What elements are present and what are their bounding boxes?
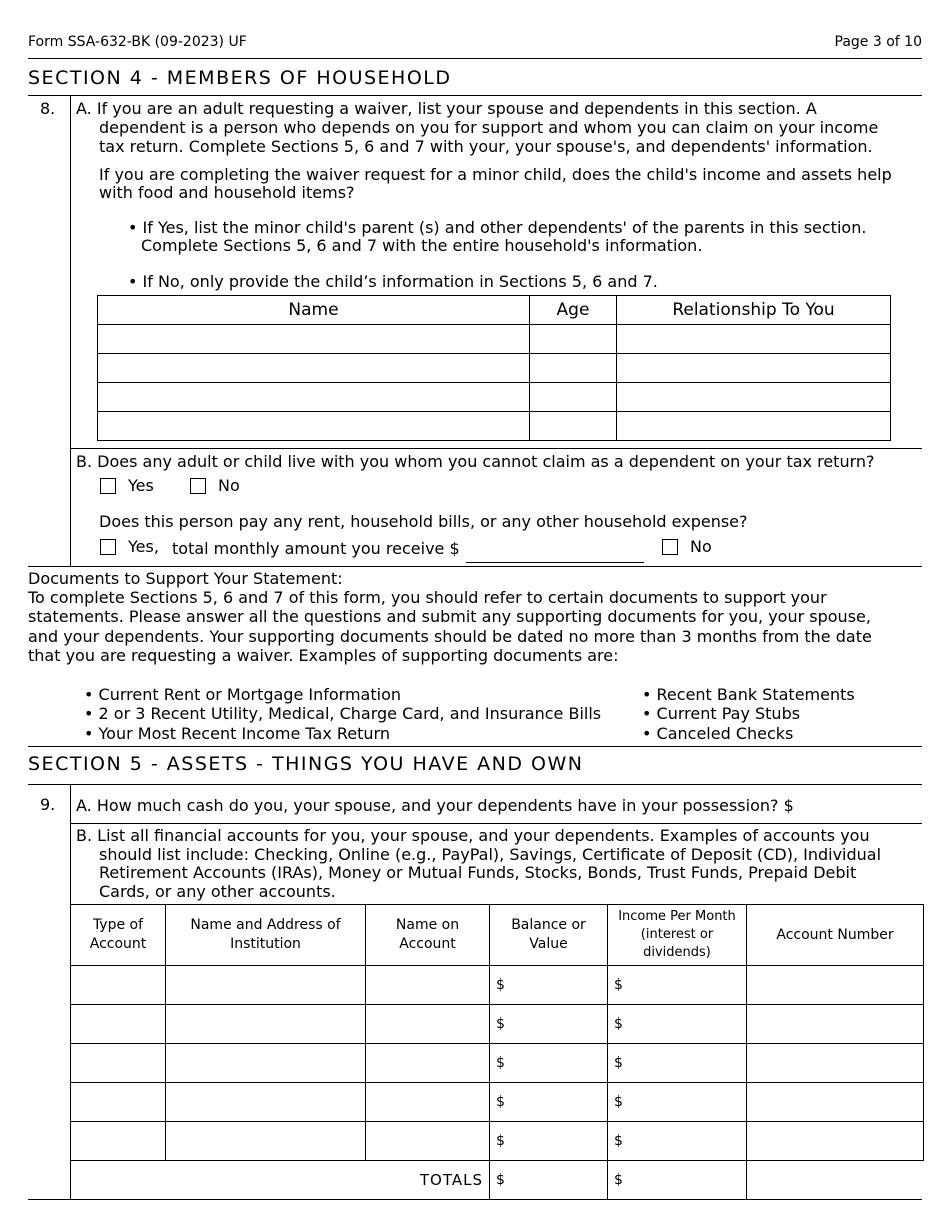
relationship-cell[interactable] <box>617 412 891 441</box>
bullet-no: • If No, only provide the child’s information in Sections 5, 6 and 7. <box>128 272 658 291</box>
pay-question: Does this person pay any rent, household bills, or any other household expense? <box>99 512 748 531</box>
balance-cell[interactable] <box>490 1005 608 1044</box>
item-9b-line-1: B. List all financial accounts for you, your spouse, and your dependents. Examples of accounts you <box>76 826 870 845</box>
name-on-account-cell[interactable] <box>366 1083 490 1122</box>
minor-question-line-1: If you are completing the waiver request for a minor child, does the child's income and assets help <box>99 165 892 184</box>
minor-question-line-2: with food and household items? <box>99 183 355 202</box>
monthly-amount-label: total monthly amount you receive $ <box>172 539 460 558</box>
col-type-line-1: Type of <box>92 917 144 933</box>
household-table-header <box>98 296 891 325</box>
account-number-cell[interactable] <box>747 966 924 1005</box>
doc-bullet-right-3: • Canceled Checks <box>642 724 794 743</box>
col-balance <box>490 905 608 966</box>
account-number-cell[interactable] <box>747 1083 924 1122</box>
item-9b-line-2: should list include: Checking, Online (e.g., PayPal), Savings, Certificate of Deposit (CD), Individual <box>99 845 882 864</box>
item-9b-line-3: Retirement Accounts (IRAs), Money or Mutual Funds, Stocks, Bonds, Trust Funds, Prepaid Debit <box>99 863 857 882</box>
item-9-number: 9. <box>40 795 56 814</box>
income-cell[interactable] <box>608 1083 747 1122</box>
type-cell[interactable] <box>71 1044 166 1083</box>
type-cell[interactable] <box>71 1083 166 1122</box>
table-row <box>98 325 891 354</box>
documents-rule-bottom <box>28 746 922 747</box>
item-8b-question: B. Does any adult or child live with you whom you cannot claim as a dependent on your tax return? <box>76 452 875 471</box>
item-8b-divider <box>70 448 922 449</box>
col-balance-line-2: Value <box>529 936 568 952</box>
section4-title: SECTION 4 - MEMBERS OF HOUSEHOLD <box>28 67 452 89</box>
dollar-sign: $ <box>496 1172 505 1188</box>
item-8a-line-2: dependent is a person who depends on you for support and whom you can claim on your income <box>99 118 879 137</box>
age-cell[interactable] <box>530 354 617 383</box>
financial-accounts-table <box>70 904 924 1200</box>
cash-amount-field[interactable] <box>792 786 920 820</box>
dollar-sign: $ <box>614 1094 623 1110</box>
dollar-sign: $ <box>496 1055 505 1071</box>
pay-yes-label: Yes, <box>128 537 159 556</box>
type-cell[interactable] <box>71 1122 166 1161</box>
age-cell[interactable] <box>530 383 617 412</box>
col-name-on-account <box>366 905 490 966</box>
item-8-number: 8. <box>40 99 56 118</box>
item-9a-question: A. How much cash do you, your spouse, and your dependents have in your possession? $ <box>76 796 794 815</box>
section5-title: SECTION 5 - ASSETS - THINGS YOU HAVE AND OWN <box>28 753 584 775</box>
institution-cell[interactable] <box>166 1044 366 1083</box>
page-number: Page 3 of 10 <box>834 34 922 50</box>
name-cell[interactable] <box>98 383 530 412</box>
item-8a-line-3: tax return. Complete Sections 5, 6 and 7 with your, your spouse's, and dependents' information. <box>99 137 873 156</box>
col-institution-line-1: Name and Address of <box>190 917 341 933</box>
col-institution <box>166 905 366 966</box>
dollar-sign: $ <box>496 1133 505 1149</box>
totals-row <box>71 1161 924 1200</box>
dollar-sign: $ <box>614 1172 623 1188</box>
documents-line-3: and your dependents. Your supporting documents should be dated no more than 3 months from the date <box>28 627 872 646</box>
balance-cell[interactable] <box>490 966 608 1005</box>
section5-rule-bottom <box>28 1199 922 1200</box>
doc-bullet-right-2: • Current Pay Stubs <box>642 704 801 723</box>
account-number-cell[interactable] <box>747 1122 924 1161</box>
section4-number-divider <box>70 95 71 567</box>
doc-bullet-left-1: • Current Rent or Mortgage Information <box>84 685 402 704</box>
table-row <box>71 966 924 1005</box>
institution-cell[interactable] <box>166 1122 366 1161</box>
col-income <box>608 905 747 966</box>
col-income-line-2: (interest or <box>640 927 714 942</box>
balance-cell[interactable] <box>490 1122 608 1161</box>
dollar-sign: $ <box>496 977 505 993</box>
dollar-sign: $ <box>496 1016 505 1032</box>
col-account-number <box>747 905 924 966</box>
age-cell[interactable] <box>530 412 617 441</box>
balance-cell[interactable] <box>490 1044 608 1083</box>
b-no-label: No <box>218 476 240 495</box>
col-balance-line-1: Balance or <box>511 917 586 933</box>
col-type-of-account <box>71 905 166 966</box>
balance-cell[interactable] <box>490 1083 608 1122</box>
account-number-total-cell <box>747 1161 924 1200</box>
item-8a-line-1: A. If you are an adult requesting a waiver, list your spouse and dependents in this section. A <box>76 99 817 118</box>
name-cell[interactable] <box>98 325 530 354</box>
income-cell[interactable] <box>608 966 747 1005</box>
dollar-sign: $ <box>614 977 623 993</box>
col-age: Age <box>530 296 617 325</box>
accounts-table-header <box>71 905 924 966</box>
bullet-yes-line-1: • If Yes, list the minor child's parent (s) and other dependents' of the parents in this section. <box>128 218 867 237</box>
documents-line-1: To complete Sections 5, 6 and 7 of this form, you should refer to certain documents to support your <box>28 588 827 607</box>
age-cell[interactable] <box>530 325 617 354</box>
institution-cell[interactable] <box>166 1083 366 1122</box>
income-cell[interactable] <box>608 1005 747 1044</box>
income-cell[interactable] <box>608 1122 747 1161</box>
relationship-cell[interactable] <box>617 325 891 354</box>
b-yes-label: Yes <box>128 476 154 495</box>
dollar-sign: $ <box>614 1016 623 1032</box>
pay-no-checkbox[interactable] <box>662 539 678 555</box>
name-on-account-cell[interactable] <box>366 966 490 1005</box>
col-name-line-1: Name on <box>395 917 460 933</box>
dollar-sign: $ <box>614 1133 623 1149</box>
name-on-account-cell[interactable] <box>366 1122 490 1161</box>
relationship-cell[interactable] <box>617 354 891 383</box>
balance-total-cell[interactable] <box>490 1161 608 1200</box>
b-no-checkbox[interactable] <box>190 478 206 494</box>
col-income-line-3: dividends) <box>643 945 711 960</box>
institution-cell[interactable] <box>166 966 366 1005</box>
dollar-sign: $ <box>496 1094 505 1110</box>
table-row <box>71 1122 924 1161</box>
documents-line-4: that you are requesting a waiver. Examples of supporting documents are: <box>28 646 619 665</box>
table-row <box>71 1005 924 1044</box>
table-row <box>98 412 891 441</box>
col-relationship: Relationship To You <box>617 296 891 325</box>
name-cell[interactable] <box>98 412 530 441</box>
monthly-amount-field[interactable] <box>466 542 644 563</box>
col-name-line-2: Account <box>399 936 456 952</box>
name-cell[interactable] <box>98 354 530 383</box>
totals-label: TOTALS <box>71 1161 490 1200</box>
doc-bullet-left-3: • Your Most Recent Income Tax Return <box>84 724 390 743</box>
form-id: Form SSA-632-BK (09-2023) UF <box>28 34 247 50</box>
type-cell[interactable] <box>71 966 166 1005</box>
documents-line-2: statements. Please answer all the questions and submit any supporting documents for you, your spouse, <box>28 607 871 626</box>
item-9b-divider <box>70 823 922 824</box>
pay-no-label: No <box>690 537 712 556</box>
account-number-cell[interactable] <box>747 1044 924 1083</box>
documents-heading: Documents to Support Your Statement: <box>28 569 343 588</box>
col-name: Name <box>98 296 530 325</box>
table-row <box>71 1083 924 1122</box>
col-institution-line-2: Institution <box>230 936 301 952</box>
institution-cell[interactable] <box>166 1005 366 1044</box>
section4-rule-top <box>28 95 922 96</box>
doc-bullet-left-2: • 2 or 3 Recent Utility, Medical, Charge Card, and Insurance Bills <box>84 704 602 723</box>
doc-bullet-right-1: • Recent Bank Statements <box>642 685 855 704</box>
name-on-account-cell[interactable] <box>366 1044 490 1083</box>
account-number-cell[interactable] <box>747 1005 924 1044</box>
name-on-account-cell[interactable] <box>366 1005 490 1044</box>
income-cell[interactable] <box>608 1044 747 1083</box>
table-row <box>98 354 891 383</box>
table-row <box>98 383 891 412</box>
col-account-number-label: Account Number <box>776 926 894 943</box>
pay-yes-checkbox[interactable] <box>100 539 116 555</box>
type-cell[interactable] <box>71 1005 166 1044</box>
col-income-line-1: Income Per Month <box>618 909 736 924</box>
item-9b-line-4: Cards, or any other accounts. <box>99 882 336 901</box>
bullet-yes-line-2: Complete Sections 5, 6 and 7 with the entire household's information. <box>141 236 703 255</box>
dollar-sign: $ <box>614 1055 623 1071</box>
table-row <box>71 1044 924 1083</box>
relationship-cell[interactable] <box>617 383 891 412</box>
section5-rule-top <box>28 784 922 785</box>
section4-rule-bottom <box>28 566 922 567</box>
b-yes-checkbox[interactable] <box>100 478 116 494</box>
header-rule <box>28 58 922 59</box>
household-members-table <box>97 295 891 441</box>
col-type-line-2: Account <box>89 936 147 952</box>
income-total-cell[interactable] <box>608 1161 747 1200</box>
